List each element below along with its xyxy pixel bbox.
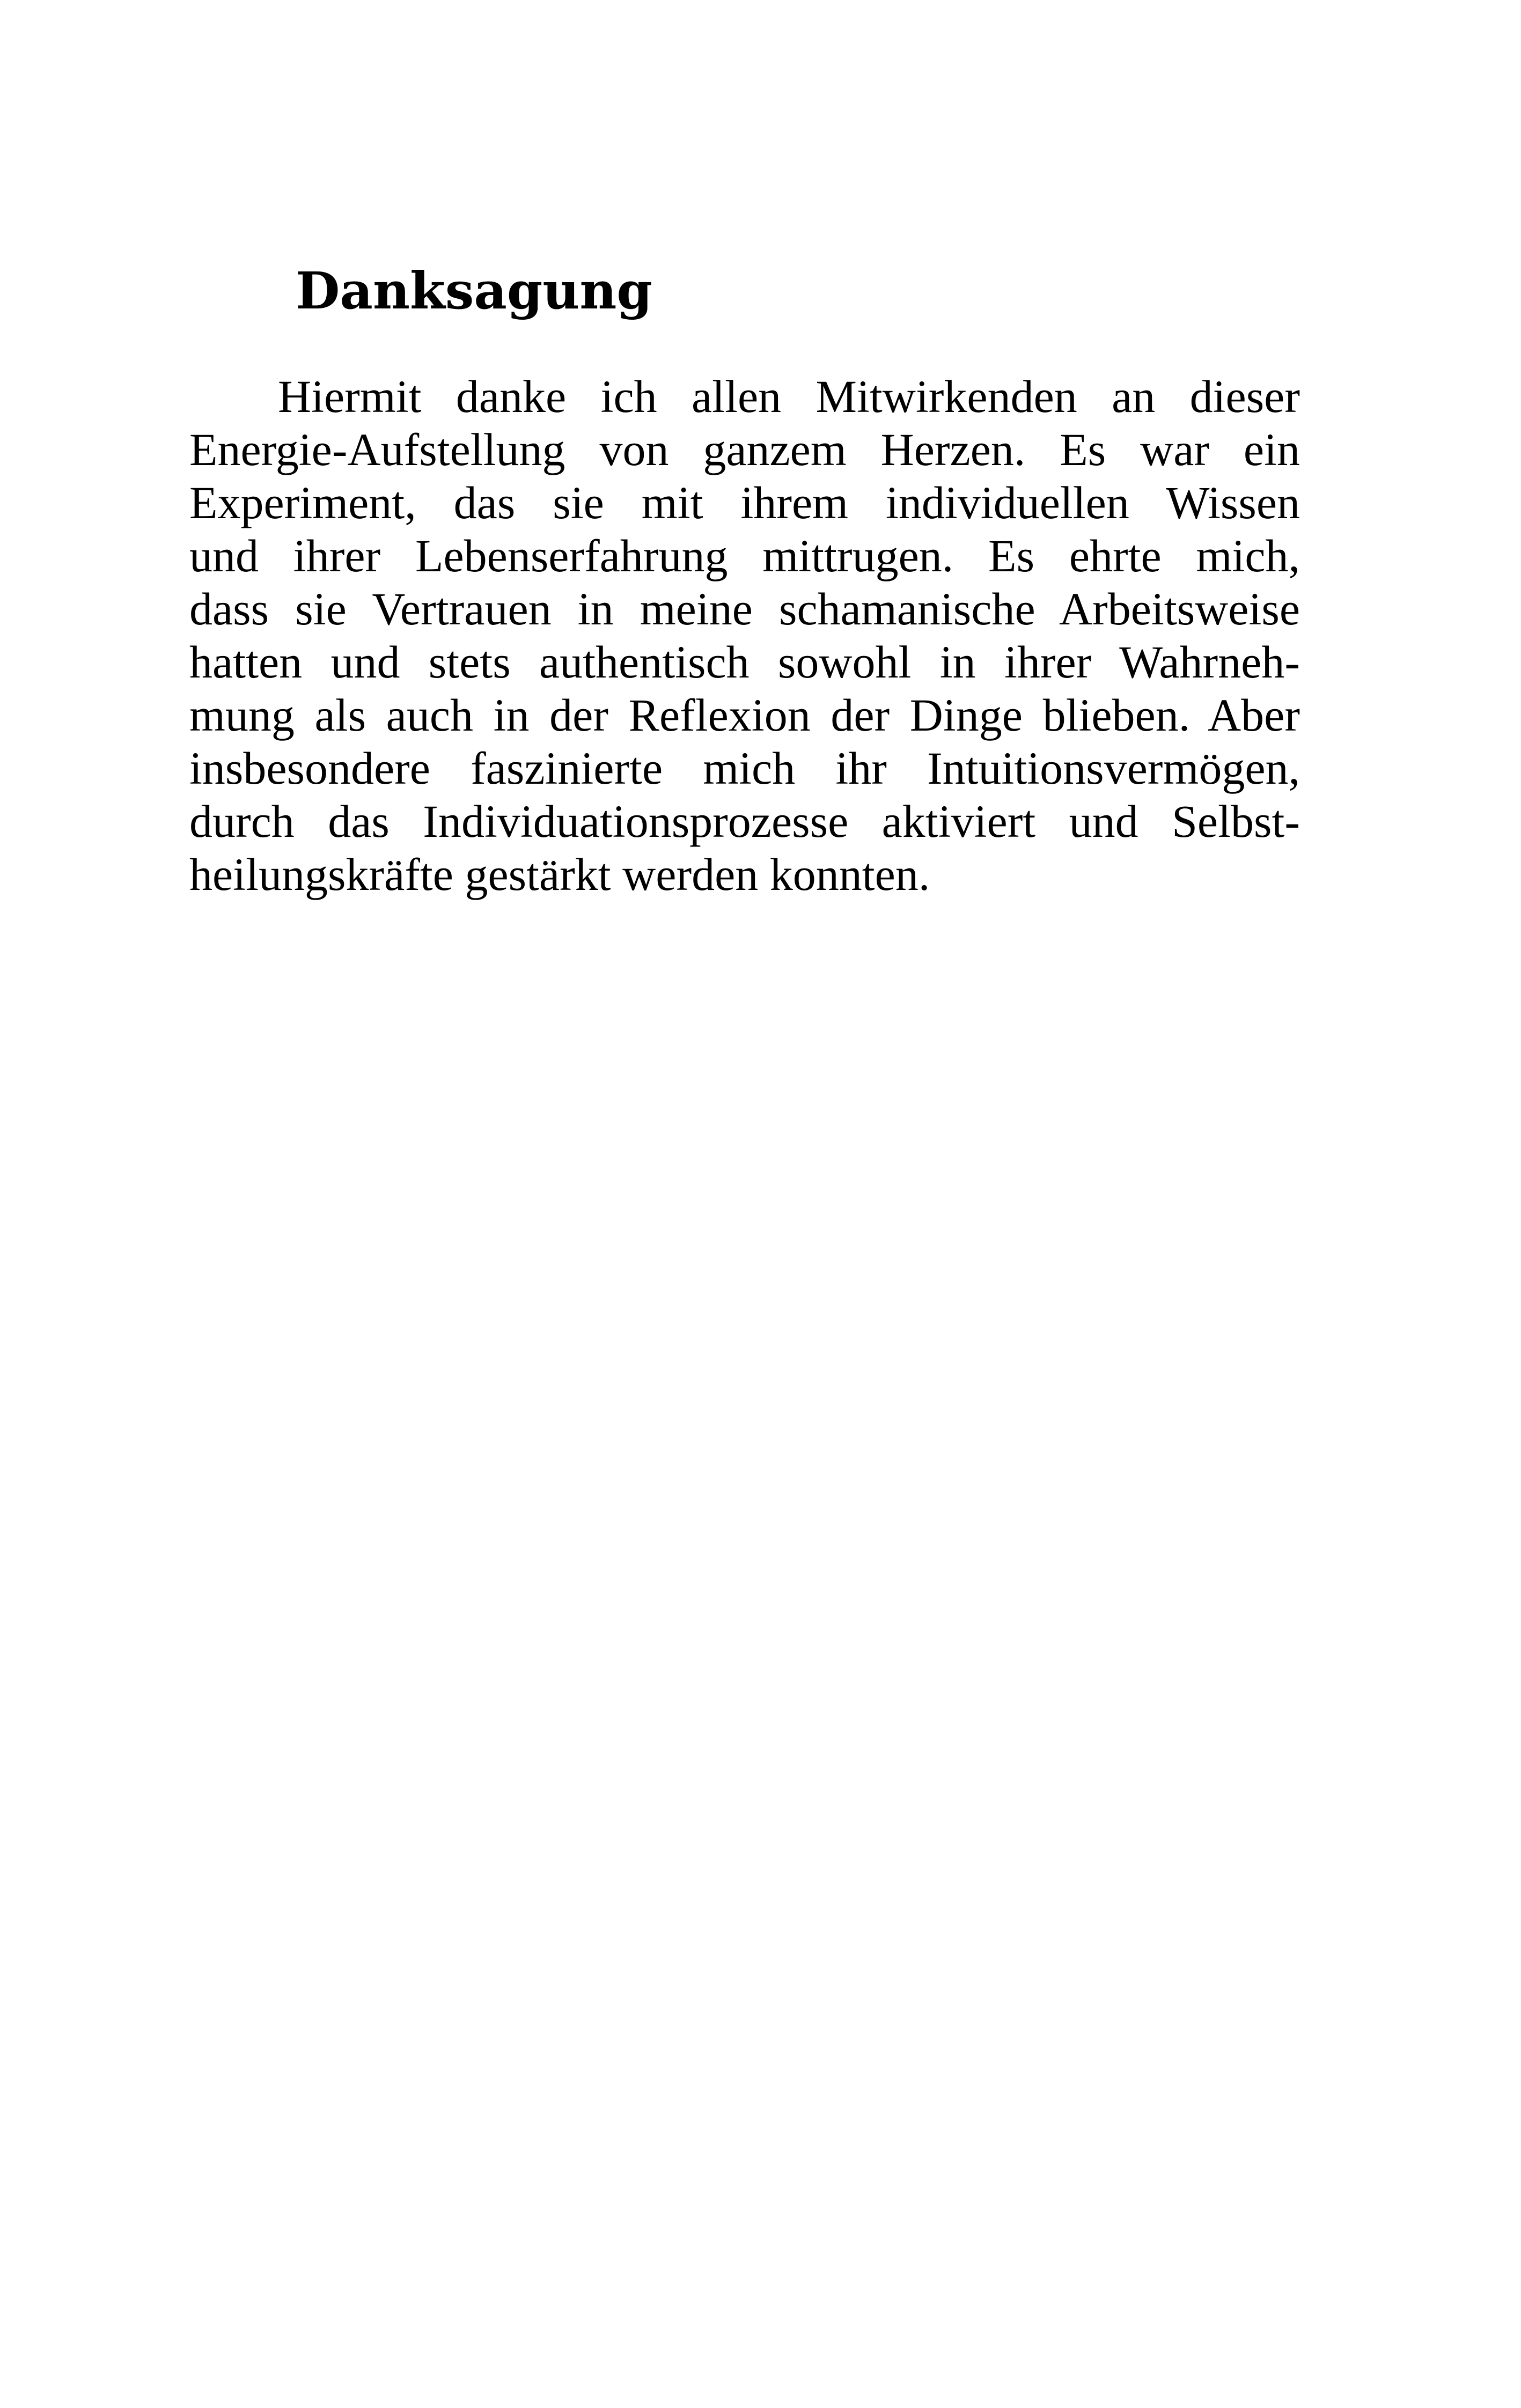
page-title: Danksagung [296, 261, 652, 321]
paragraph-line: dass sie Vertrauen in meine schamanische Arbeitsweise [189, 583, 1300, 635]
paragraph-line: Energie-Aufstellung von ganzem Herzen. Es war ein [189, 424, 1300, 475]
paragraph-line: durch das Individuationsprozesse aktiviert und Selbst- [189, 796, 1300, 847]
paragraph-line: mung als auch in der Reflexion der Dinge blieben. Aber [189, 689, 1300, 741]
paragraph-line: heilungskräfte gestärkt werden konnten. [189, 849, 930, 900]
paragraph-line: hatten und stets authentisch sowohl in ihrer Wahrneh- [189, 636, 1300, 688]
paragraph-line: und ihrer Lebenserfahrung mittrugen. Es ehrte mich, [189, 530, 1300, 581]
paragraph-line: Experiment, das sie mit ihrem individuellen Wissen [189, 477, 1300, 528]
acknowledgement-paragraph [189, 370, 1300, 901]
paragraph-line: insbesondere faszinierte mich ihr Intuitionsvermögen, [189, 742, 1300, 794]
paragraph-line: Hiermit danke ich allen Mitwirkenden an dieser [278, 371, 1300, 422]
